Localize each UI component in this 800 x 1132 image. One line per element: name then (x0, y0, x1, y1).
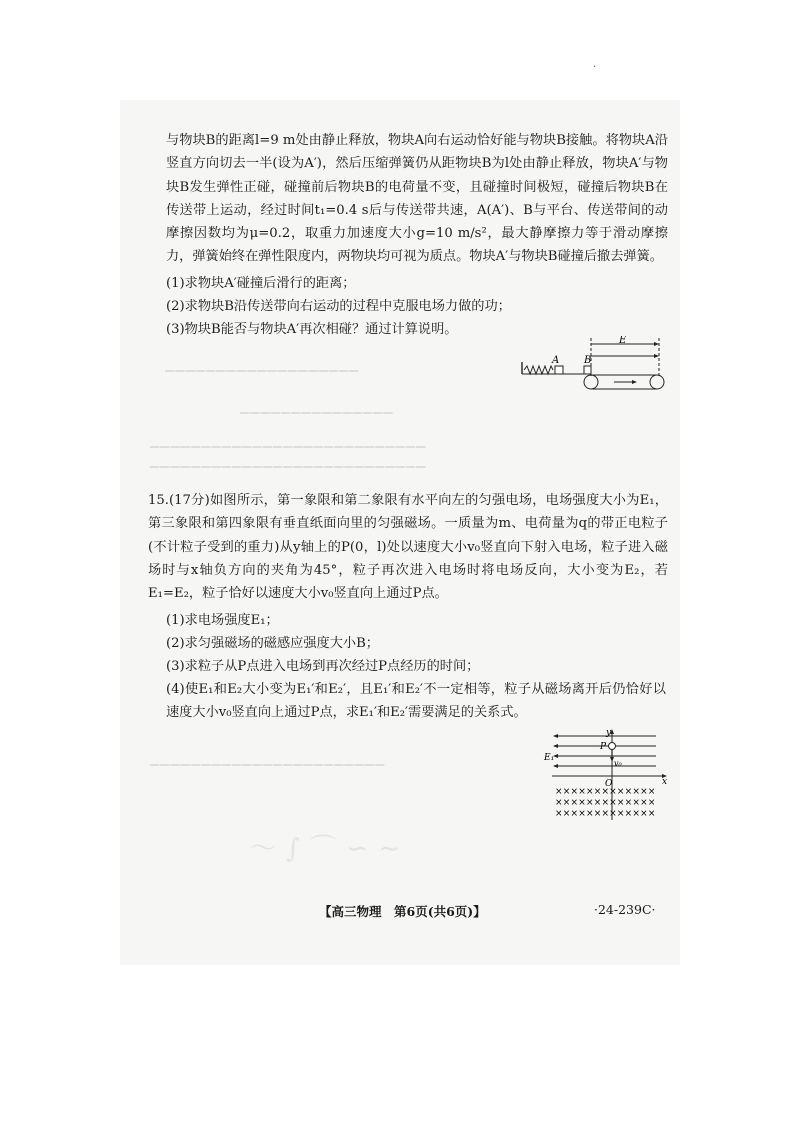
problem14-question-3: (3)物块B能否与物块A′再次相碰？通过计算说明。 (166, 322, 458, 337)
pulley-left (584, 375, 598, 389)
footer-code: ·24-239C· (594, 902, 656, 917)
problem15-score: (17分) (168, 493, 210, 508)
problem15-question-4: (4)使E₁和E₂大小变为E₁′和E₂′，且E₁′和E₂′不一定相等，粒子从磁场离开后仍恰好以速度大小v₀竖直向上通过P点，求E₁′和E₂′需要满足的关系式。 (166, 682, 666, 721)
y-axis-label: y (606, 728, 612, 738)
problem15-number: 15. (148, 493, 169, 508)
conveyor-figure (520, 336, 670, 394)
block-a (555, 366, 563, 374)
bleed-through-handwriting: 〜 ∫ ⌒ ∽ ∼ (250, 834, 402, 864)
footer-page-info: 【高三物理 第6页(共6页)】 (319, 904, 486, 919)
problem15-question-3: (3)求粒子从P点进入电场到再次经过P点经历的时间； (166, 659, 480, 674)
magnetic-field-row-2: ××××××××××××× (555, 798, 656, 808)
problem14-paragraph: 与物块B的距离l=9 m处由静止释放，物块A向右运动恰好能与物块B接触。将物块A沿竖直方向切去一半(设为A′)，然后压缩弹簧仍从距物块B为l处由静止释放，物块A′与物块B发生弹性正碰，碰撞前后物块B的电荷量不变，且碰撞时间极短，碰撞后物块B在传送带上运动，经过时间t₁=0.4 s后与传送带共速，A(A′)、B与平台、传送带间的动摩擦因数均为μ=0.2，取重力加速度大小g=10 m/s²，最大静摩擦力等于滑动摩擦力，弹簧始终在弹性限度内，两物块均可视为质点。物块A′与物块B碰撞后撤去弹簧。 (166, 133, 668, 265)
point-p-label: P (600, 742, 607, 752)
field-arrow-1 (654, 342, 659, 346)
field-figure (530, 726, 670, 822)
bleed-through-text: ▁▁▁▁▁▁▁▁▁▁▁▁▁▁▁ (240, 400, 394, 414)
page-mark: · (593, 62, 597, 73)
e-field-arrow-1 (553, 734, 558, 738)
origin-label: O (605, 779, 613, 789)
bleed-through-text: ▁▁▁▁▁▁▁▁▁▁▁▁▁▁▁▁▁▁▁ (165, 358, 360, 372)
problem14-question-1: (1)求物块A′碰撞后滑行的距离； (166, 276, 356, 291)
problem14-question-2: (2)求物块B沿传送带向右运动的过程中克服电场力做的功； (166, 299, 511, 314)
velocity-label: v₀ (614, 759, 622, 768)
problem15-question-2: (2)求匀强磁场的磁感应强度大小B； (166, 636, 379, 651)
point-p (609, 743, 616, 750)
pulley-right (650, 375, 664, 389)
bleed-through-text: ▁▁▁▁▁▁▁▁▁▁▁▁▁▁▁▁▁▁▁▁▁▁▁ (150, 752, 386, 766)
block-b-label: B (584, 355, 592, 366)
e-field-arrow-4 (553, 764, 558, 768)
x-axis-label: x (662, 777, 668, 787)
problem15-body: 如图所示，第一象限和第二象限有水平向左的匀强电场，电场强度大小为E₁，第三象限和第四象限有垂直纸面向里的匀强磁场。一质量为m、电荷量为q的带正电粒子(不计粒子受到的重力)从y轴上的P(0，l)处以速度大小v₀竖直向下射入电场，粒子进入磁场时与x轴负方向的夹角为45°，粒子再次进入电场时将电场反向，大小变为E₂，若E₁=E₂，粒子恰好以速度大小v₀竖直向上通过P点。 (148, 493, 668, 602)
bleed-through-text: ▁▁▁▁▁▁▁▁▁▁▁▁▁▁▁▁▁▁▁▁▁▁▁▁▁▁▁ (150, 434, 427, 448)
magnetic-field-row-3: ××××××××××××× (555, 809, 656, 819)
e1-label: E₁ (544, 753, 555, 763)
problem15-stem (148, 489, 668, 605)
spring (524, 366, 553, 374)
e-field-arrow-2 (553, 744, 558, 748)
block-a-label: A (552, 355, 560, 366)
field-e-label: E (619, 336, 627, 346)
problem15-question-1: (1)求电场强度E₁； (166, 613, 279, 628)
block-b (584, 366, 591, 374)
belt-direction-arrowhead (632, 380, 637, 384)
magnetic-field-row-1: ××××××××××××× (555, 787, 656, 797)
field-arrow-2 (654, 354, 659, 358)
bleed-through-text: ▁▁▁▁▁▁▁▁▁▁▁▁▁▁▁▁▁▁▁▁▁▁▁▁▁▁▁ (150, 454, 427, 468)
